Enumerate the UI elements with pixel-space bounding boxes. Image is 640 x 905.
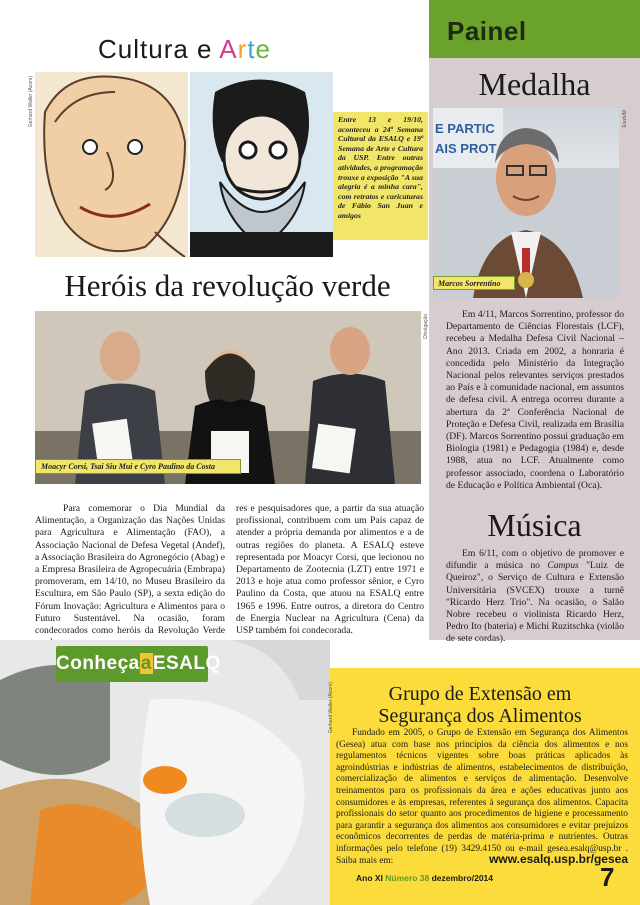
medalha-photo — [433, 108, 619, 298]
cultura-heading — [98, 34, 271, 65]
herois-col1: Para comemorar o Dia Mundial da Alimentação, a Organização das Nações Unidas para Agricultura e Alimentação (FAO), a Associação Nacional de Defesa Vegetal (Andef), a Associação Brasileira do Agronegócio (Abag) e a Empresa Brasileira de Agropecuária (Embrapa) promoveram, em 14/10, no Museu Brasileiro da Escultura, em São Paulo (SP), a sexta edição do Fórum Inovação: Agricultura e Alimentos para o Futuro Sustentável. Na ocasião, foram condecorados como heróis da Revolução Verde — [35, 503, 225, 637]
herois-col2: res e pesquisadores que, a partir da sua atuação profissional, contribuem com um País capaz de atender a própria demanda por alimentos e a de outras regiões do planeta. A ESALQ esteve representada por Moacyr Corsi, que lecionou no Departamento de Zootecnia (LZT) entre 1971 e 2013 e hoje atua como professor sênior, e Cyro Paulino da Costa, que atuou na ESALQ entre 1965 e 1996. Entre outros, a diretora do Centro de Energia Nuclear na Agricultura (Cena) da USP também foi condecorada. — [236, 503, 424, 637]
painel-label: Painel — [447, 16, 527, 46]
caricature-right — [190, 72, 333, 257]
arte-letter-a: A — [219, 34, 238, 64]
svg-text:AIS PROT: AIS PROT — [435, 141, 497, 156]
musica-body-italic: Campus — [547, 560, 579, 572]
medalha-body: Em 4/11, Marcos Sorrentino, professor do Departamento de Ciências Florestais (LCF), recebeu a Medalha Defesa Civil Nacional – Ano 2013. Criada em 2002, a honraria é concedida pelo Ministério da Integração Nacional pelos relevantes serviços prestados ao País e à comunidade nacional, em assuntos de defesa civil. A entrega ocorreu durante a abertura da 2ª Conferência Nacional de Proteção e Defesa Civil, realizada em Brasília (DF). Marcos Sorrentino possui graduação em Biologia (1981) e Pedagogia (1984) e, desde 1988, atua no LCF. Atualmente como professor associado, coordena o Laboratório de Educação e Política Ambiental (Oca). — [446, 309, 624, 491]
musica-heading: Música — [487, 507, 582, 543]
conheca-tab — [56, 646, 221, 682]
cultura-heading-text: Cultura e — [98, 34, 220, 64]
herois-photo-credit: Divulgação — [423, 314, 429, 339]
conheca-photo-credit: Gerhard Waller (Acom) — [328, 682, 334, 734]
svg-text:E PARTIC: E PARTIC — [435, 121, 495, 136]
arte-letter-e: e — [255, 34, 272, 64]
conheca-tab-part1: Conheça — [56, 653, 140, 674]
medalha-heading: Medalha — [478, 66, 591, 102]
conheca-heading-line2: Segurança dos Alimentos — [378, 705, 582, 727]
caricature-left-illustration — [35, 72, 188, 257]
cultura-caption: Entre 13 e 19/10, aconteceu a 24ª Semana Cultural da ESALQ e 19ª Semana de Arte e Cultura da USP. Entre outras atividades, a programação trouxe a exposição "A sua alegria é a minha cara", com retratos e caricaturas de Fábio San Juan e amigos — [333, 112, 428, 240]
page-number: 7 — [600, 862, 615, 892]
medalha-photo-credit: Ewzk/M — [622, 110, 628, 128]
conheca-heading — [320, 683, 640, 727]
footer-issue — [356, 873, 493, 883]
arte-letter-t: t — [247, 34, 256, 64]
musica-body — [446, 548, 624, 646]
musica-body-part1: Em 6/11, com o objetivo de promover e difundir a música no — [446, 548, 624, 572]
herois-caption: Moacyr Corsi, Tsai Siu Mui e Cyro Paulino da Costa — [35, 459, 241, 474]
musica-body-part2: "Luiz de Queiroz", o Serviço de Cultura e Extensão Universitária (SVCEX) trouxe a turnê "Ricardo Herz Trio". Na ocasião, o Salão Nobre recebeu o violinista Ricardo Herz, Pedro Ito (bateria) e Michi Ruzitschka (violão de sete cordas). — [446, 560, 624, 645]
herois-heading: Heróis da revolução verde — [64, 268, 391, 303]
cultura-photo-credit: Gerhard Waller (Acom) — [28, 76, 34, 128]
footer-issue-prefix: Ano XI — [356, 873, 386, 883]
conheca-url[interactable]: www.esalq.usp.br/gesea — [489, 852, 628, 866]
caricature-left — [35, 72, 188, 257]
arte-letter-r: r — [237, 34, 248, 64]
conheca-tab-part3: ESALQ — [152, 653, 221, 674]
medalha-caption: Marcos Sorrentino — [433, 276, 515, 290]
footer-issue-date: dezembro/2014 — [429, 873, 493, 883]
conheca-body: Fundado em 2005, o Grupo de Extensão em Segurança dos Alimentos (Gesea) atua com base nos princípios da ciência dos alimentos e nos regulamentos técnicos vigentes sobre boas práticas aplicados às agroindústrias e indústrias de alimentos, estabelecimentos de distribuição, comercialização de alimentos e serviços de alimentação. Desenvolve treinamentos para os profissionais da área e ações educativas junto aos consumidores e às empresas, referentes à segurança dos alimentos. Capacita profissionais do setor quanto aos procedimentos de higiene e processamento para garantir a segurança dos alimentos aos consumidores e evitar prejuízos econômicos decorrentes de perdas de matéria-prima e nutrientes. Outras informações pelo telefone (19) 3429.4150 ou e-mail gesea.esalq@usp.br . Saiba mais em: — [336, 728, 628, 866]
conheca-tab-part2: a — [140, 653, 152, 674]
medalha-photo-illustration — [433, 108, 619, 298]
footer-issue-number: Número 38 — [385, 873, 430, 883]
conheca-heading-line1: Grupo de Extensão em — [388, 683, 572, 705]
caricature-right-illustration — [190, 72, 333, 257]
